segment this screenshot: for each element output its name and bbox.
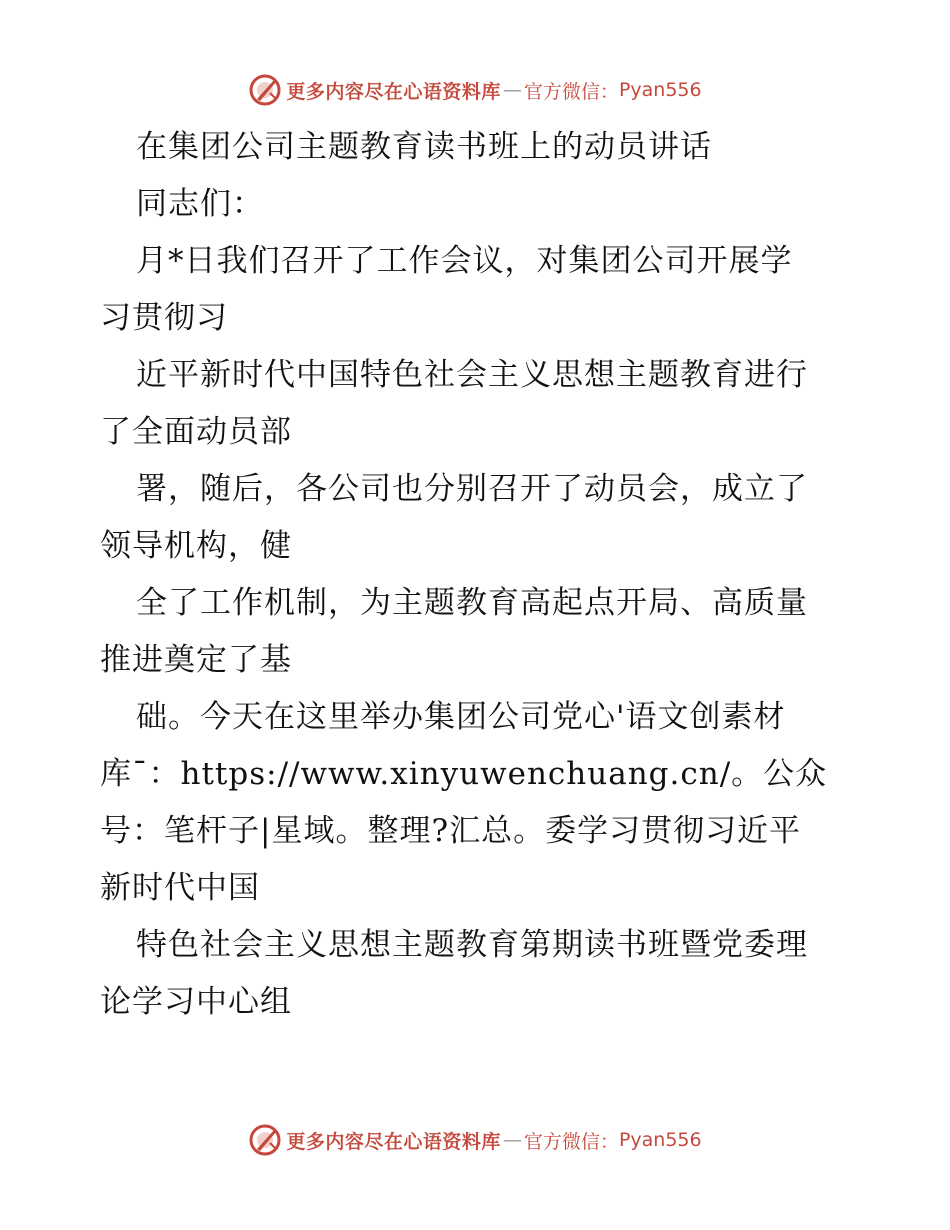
footer-watermark (0, 1118, 950, 1162)
watermark-wechat-id: Pyan556 (618, 79, 702, 101)
header-watermark (0, 68, 950, 112)
text-line: 论学习中心组 (100, 984, 292, 1020)
text-line: 全了工作机制，为主题教育高起点开局、高质量 (136, 585, 808, 621)
text-line: 号：笔杆子|星域。整理?汇总。委学习贯彻习近平 (100, 813, 802, 849)
text-line: 同志们： (136, 186, 264, 222)
watermark-wechat-id: Pyan556 (618, 1129, 702, 1151)
text-line: 在集团公司主题教育读书班上的动员讲话 (136, 129, 712, 165)
watermark-wechat-label: 官方微信： (523, 80, 619, 103)
text-line: 础。今天在这里举办集团公司党心'语文创素材 (136, 699, 786, 735)
quill-seal-icon (248, 73, 282, 107)
watermark-wechat-label: 官方微信： (523, 1130, 619, 1153)
watermark-separator: — (502, 1129, 522, 1151)
quill-seal-icon (248, 1123, 282, 1157)
text-line: 领导机构，健 (100, 528, 292, 564)
watermark-site-text: 更多内容尽在心语资料库 (286, 80, 501, 103)
text-line: 近平新时代中国特色社会主义思想主题教育进行 (136, 357, 808, 393)
document-body (100, 119, 860, 1031)
text-line: 月*日我们召开了工作会议，对集团公司开展学 (136, 243, 793, 279)
watermark-site-text: 更多内容尽在心语资料库 (286, 1130, 501, 1153)
text-line: 习贯彻习 (100, 300, 228, 336)
text-line: 特色社会主义思想主题教育第期读书班暨党委理 (136, 927, 808, 963)
text-line: 库¯：https://www.xinyuwenchuang.cn/。公众 (100, 756, 828, 792)
watermark-separator: — (502, 79, 522, 101)
text-line: 了全面动员部 (100, 414, 292, 450)
text-line: 署，随后，各公司也分别召开了动员会，成立了 (136, 471, 808, 507)
text-line: 推进奠定了基 (100, 642, 292, 678)
text-line: 新时代中国 (100, 870, 260, 906)
